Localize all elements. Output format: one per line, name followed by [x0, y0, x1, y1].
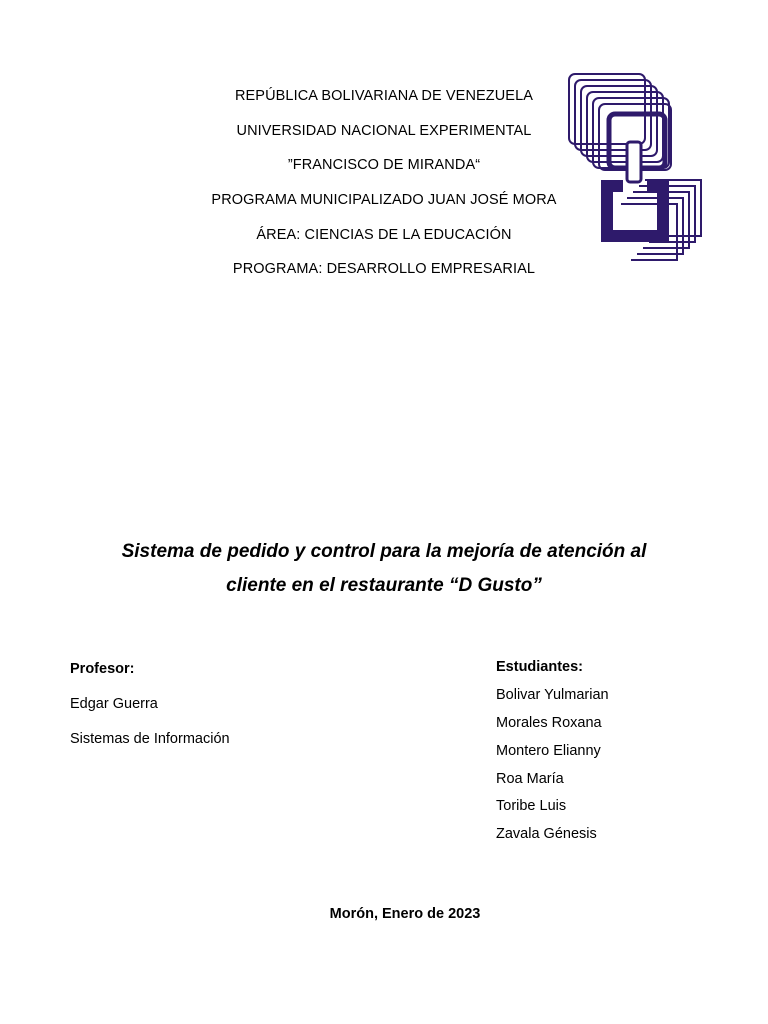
professor-label: Profesor: — [70, 661, 135, 677]
professor-name: Edgar Guerra — [70, 696, 158, 712]
university-logo-icon — [565, 70, 705, 265]
student-name: Bolivar Yulmarian — [496, 687, 609, 703]
header-line-area: ÁREA: CIENCIAS DE LA EDUCACIÓN — [256, 227, 512, 243]
student-name: Zavala Génesis — [496, 826, 597, 842]
place-date: Morón, Enero de 2023 — [329, 906, 481, 922]
document-title-line-2: cliente en el restaurante “D Gusto” — [226, 575, 542, 596]
header-line-program: PROGRAMA MUNICIPALIZADO JUAN JOSÉ MORA — [211, 192, 557, 208]
professor-subject: Sistemas de Información — [70, 731, 230, 747]
student-name: Toribe Luis — [496, 798, 567, 814]
header-line-degree: PROGRAMA: DESARROLLO EMPRESARIAL — [232, 261, 536, 277]
header-line-country: REPÚBLICA BOLIVARIANA DE VENEZUELA — [234, 88, 534, 104]
document-title-line-1: Sistema de pedido y control para la mejoría de atención al — [121, 541, 647, 562]
students-label: Estudiantes: — [496, 659, 584, 675]
header-line-university: UNIVERSIDAD NACIONAL EXPERIMENTAL — [236, 123, 532, 139]
student-name: Morales Roxana — [496, 715, 602, 731]
student-name: Roa María — [496, 771, 564, 787]
header-line-university-name: ”FRANCISCO DE MIRANDA“ — [287, 157, 481, 173]
student-name: Montero Elianny — [496, 743, 601, 759]
